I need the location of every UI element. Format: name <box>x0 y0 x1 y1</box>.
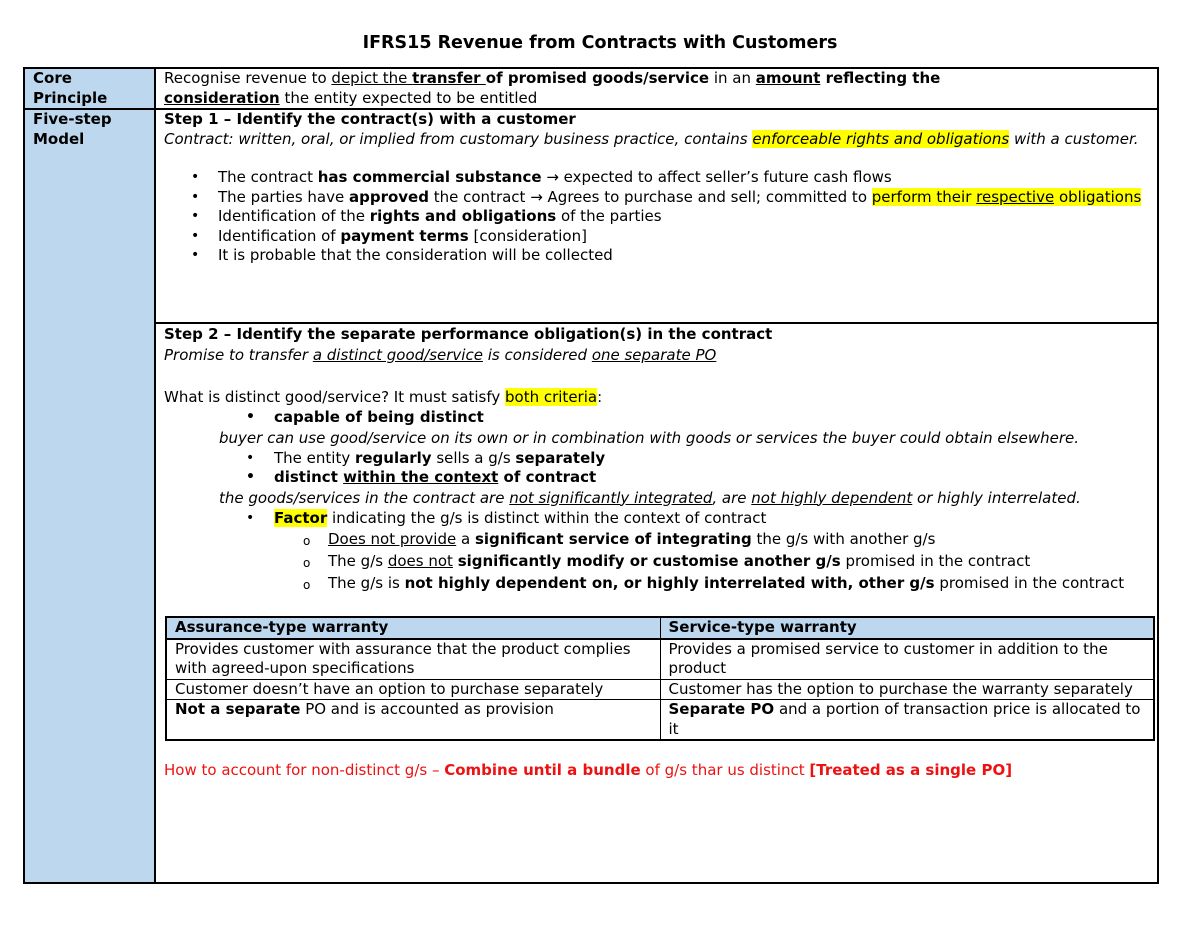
red-a: How to account for non-distinct g/s – <box>164 761 445 779</box>
c2-b: within the context <box>343 468 499 486</box>
r3c1-a: Not a separate <box>175 700 301 718</box>
c2-desc-c: , are <box>712 488 752 507</box>
o3-c: promised in the contract <box>934 574 1125 592</box>
list-item <box>164 246 1151 266</box>
step2-question <box>164 387 1153 408</box>
b4-b: payment terms <box>340 226 469 245</box>
b2-hl2: respective <box>976 187 1055 206</box>
b3-a: Identification of the <box>218 207 370 225</box>
criteria-2-description <box>164 488 1153 509</box>
list-item <box>164 168 1151 188</box>
red-d: [Treated as a single PO] <box>809 761 1013 779</box>
o2-a: The g/s <box>328 552 388 570</box>
list-item <box>164 449 1153 469</box>
factor-list <box>164 509 1153 529</box>
red-b: Combine until a bundle <box>444 761 641 779</box>
table-cell: Provides customer with assurance that the product complies with agreed-upon specifications <box>166 639 660 680</box>
core-principle-label: Core Principle <box>24 68 155 109</box>
r3c2-b: and a portion of transaction price is allocated to it <box>668 700 1141 738</box>
factor-highlight: Factor <box>274 508 328 527</box>
promise-a: Promise to transfer <box>164 346 313 364</box>
q-a: What is distinct good/service? It must satisfy <box>164 388 505 406</box>
table-cell: Provides a promised service to customer in addition to the product <box>660 639 1154 680</box>
core-t2: depict the <box>331 69 413 87</box>
promise-b: a distinct good/service <box>312 346 483 364</box>
table-cell <box>660 700 1154 741</box>
list-item <box>164 572 1153 594</box>
core-t4: of promised goods/service <box>485 69 710 87</box>
o2-e: promised in the contract <box>840 552 1031 570</box>
core-t6: amount <box>755 69 821 87</box>
factor-sublist <box>164 528 1153 594</box>
step1-def-highlight: enforceable rights and obligations <box>752 129 1010 148</box>
table-row <box>166 700 1154 741</box>
five-step-row-2 <box>24 323 1158 883</box>
b1-c: → expected to affect seller’s future cash flows <box>541 168 892 186</box>
core-t8: consideration <box>164 88 280 107</box>
list-item <box>164 550 1153 572</box>
core-principle-row <box>24 68 1158 109</box>
b4-a: Identification of <box>218 226 341 245</box>
table-cell <box>166 700 660 741</box>
criteria-1b-list <box>164 449 1153 488</box>
c2-desc-b: not significantly integrated <box>509 488 713 507</box>
warranty-table <box>165 616 1155 741</box>
r3c2-a: Separate PO <box>668 700 775 718</box>
b2-a: The parties have <box>218 187 349 206</box>
factor-rest: indicating the g/s is distinct within the context of contract <box>327 508 767 527</box>
b2-hl3: obligations <box>1054 187 1142 206</box>
c2-c: of contract <box>498 468 597 486</box>
promise-d: one separate PO <box>591 346 717 364</box>
core-principle-text <box>155 68 1158 109</box>
c1b-d: separately <box>515 448 606 467</box>
five-step-label: Five-step Model <box>24 109 155 883</box>
step1-criteria-list <box>164 168 1151 266</box>
table-cell: Customer doesn’t have an option to purchase separately <box>166 679 660 700</box>
list-item <box>164 468 1153 488</box>
step2-heading: Step 2 – Identify the separate performance obligation(s) in the contract <box>164 325 773 343</box>
document-title: IFRS15 Revenue from Contracts with Customers <box>362 33 838 53</box>
list-item <box>164 207 1151 227</box>
b3-b: rights and obligations <box>369 207 557 225</box>
list-item <box>164 188 1151 208</box>
b3-c: of the parties <box>556 207 662 225</box>
core-t1: Recognise revenue to <box>164 69 332 87</box>
service-header: Service-type warranty <box>660 617 1154 639</box>
b2-c: the contract → Agrees to purchase and sell; committed to <box>428 187 872 206</box>
c1b-a: The entity <box>274 448 355 467</box>
table-row <box>166 639 1154 680</box>
b1-a: The contract <box>218 168 318 186</box>
five-step-row-1 <box>24 109 1158 323</box>
b5: It is probable that the consideration will be collected <box>218 246 613 264</box>
promise-c: is considered <box>482 346 592 364</box>
criteria-1-description: buyer can use good/service on its own or in combination with goods or services the buyer could obtain elsewhere. <box>219 428 1079 447</box>
step1-def-a: Contract: written, oral, or implied from customary business practice, contains <box>164 129 753 148</box>
o3-a: The g/s is <box>328 574 405 592</box>
core-t5: in an <box>709 69 756 87</box>
criteria-1-list <box>164 408 1153 428</box>
o1-c: significant service of integrating <box>474 530 752 548</box>
o1-b: a <box>456 530 475 548</box>
c1b-c: sells a g/s <box>431 448 516 467</box>
c2-a: distinct <box>274 468 344 486</box>
o2-d: significantly modify or customise another g/s <box>457 552 841 570</box>
step1-def-b: with a customer. <box>1009 129 1139 148</box>
step2-promise <box>164 345 1153 366</box>
non-distinct-note <box>164 760 1153 781</box>
o3-b: not highly dependent on, or highly interrelated with, other g/s <box>404 574 935 592</box>
core-t7: reflecting the <box>820 69 941 87</box>
r3c1-b: PO and is accounted as provision <box>300 700 554 718</box>
c2-desc-a: the goods/services in the contract are <box>219 488 510 507</box>
o1-d: the g/s with another g/s <box>751 530 936 548</box>
assurance-header: Assurance-type warranty <box>166 617 660 639</box>
o1-a: Does not provide <box>328 530 457 548</box>
list-item <box>164 528 1153 550</box>
table-cell: Customer has the option to purchase the warranty separately <box>660 679 1154 700</box>
o2-b: does not <box>387 552 453 570</box>
table-row <box>166 679 1154 700</box>
core-t9: the entity expected to be entitled <box>279 88 538 107</box>
b4-c: [consideration] <box>468 226 587 245</box>
red-c: of g/s thar us distinct <box>640 761 810 779</box>
step1-definition <box>164 130 1151 150</box>
q-b: : <box>597 388 603 406</box>
b2-b: approved <box>348 187 429 206</box>
c1b-b: regularly <box>354 448 432 467</box>
warranty-header-row <box>166 617 1154 639</box>
list-item: • capable of being distinct <box>164 408 1153 428</box>
step2-cell <box>155 323 1158 883</box>
b1-b: has commercial substance <box>317 168 542 186</box>
c2-desc-e: or highly interrelated. <box>912 488 1081 507</box>
step1-cell <box>155 109 1158 323</box>
b2-hl1: perform their <box>871 187 977 206</box>
list-item <box>164 227 1151 247</box>
step1-heading: Step 1 – Identify the contract(s) with a customer <box>164 110 576 128</box>
q-highlight: both criteria <box>505 388 598 406</box>
c2-desc-d: not highly dependent <box>751 488 913 507</box>
list-item <box>164 509 1153 529</box>
ifrs15-table <box>23 67 1159 884</box>
core-t3: transfer <box>412 69 486 87</box>
